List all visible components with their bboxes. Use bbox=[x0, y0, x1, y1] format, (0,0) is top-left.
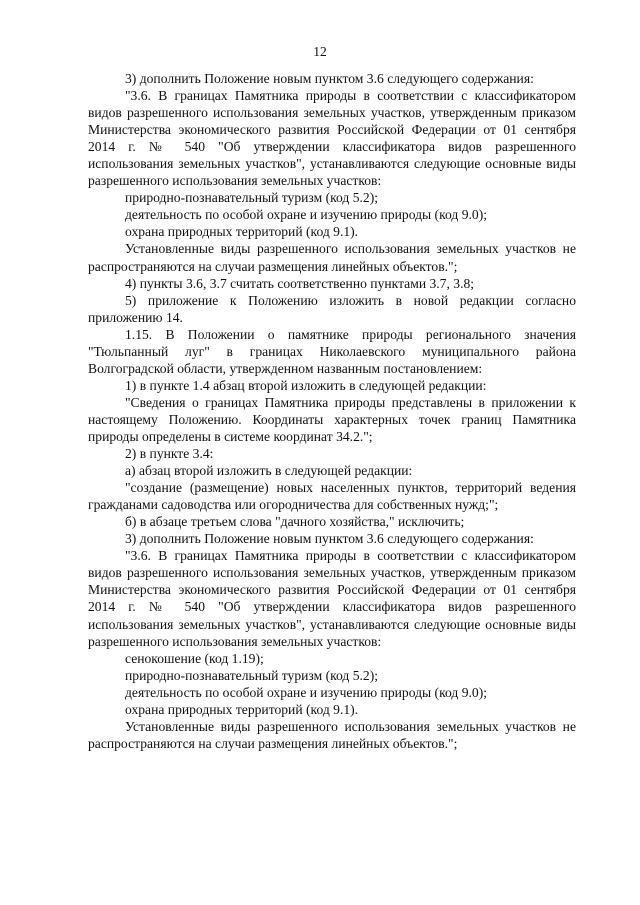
list-item-land-use: охрана природных территорий (код 9.1). bbox=[125, 701, 359, 717]
paragraph-clause-3-6-text: "3.6. В границах Памятника природы в соответствии с классификатором видов разрешенного использования земельных участков, утвержденным приказом Министерства экономического развития Российской Федерации от 01 сентября 2014 г. № 540 "Об утверждении классификатора видов разрешенного использования земельных участков", устанавливаются следующие основные виды разрешенного использования земельных участков: bbox=[88, 548, 576, 649]
list-item-land-use: охрана природных территорий (код 9.1). bbox=[125, 224, 359, 240]
paragraph-renumber-clauses: 4) пункты 3.6, 3.7 считать соответственно пунктами 3.7, 3.8; bbox=[125, 275, 475, 291]
page-number: 12 bbox=[313, 44, 327, 59]
list-item-land-use: сенокошение (код 1.19); bbox=[125, 650, 264, 666]
list-item-land-use: деятельность по особой охране и изучению природы (код 9.0); bbox=[125, 684, 488, 700]
paragraph-amendment-add-3-6: 3) дополнить Положение новым пунктом 3.6 следующего содержания: bbox=[125, 531, 534, 547]
paragraph-linear-objects-exception: Установленные виды разрешенного использования земельных участков не распространяются на случаи размещения линейных объектов."; bbox=[88, 241, 576, 274]
paragraph-appendix-14: 5) приложение к Положению изложить в новой редакции согласно приложению 14. bbox=[88, 292, 576, 325]
paragraph-clause-3-6-text: "3.6. В границах Памятника природы в соответствии с классификатором видов разрешенного использования земельных участков, утвержденным приказом Министерства экономического развития Российской Федерации от 01 сентября 2014 г. № 540 "Об утверждении классификатора видов разрешенного использования земельных участков", устанавливаются следующие основные виды разрешенного использования земельных участков: bbox=[88, 88, 576, 189]
paragraph-clause-3-4: 2) в пункте 3.4: bbox=[125, 446, 214, 462]
document-body bbox=[88, 70, 576, 752]
paragraph-clause-1-4: 1) в пункте 1.4 абзац второй изложить в следующей редакции: bbox=[125, 377, 487, 393]
paragraph-new-settlements: "создание (размещение) новых населенных пунктов, территорий ведения гражданами садоводства или огородничества для собственных нужд;"; bbox=[88, 480, 576, 513]
paragraph-section-1-15: 1.15. В Положении о памятнике природы регионального значения "Тюльпанный луг" в границах Николаевского муниципального района Волгоградской области, утвержденном названным постановлением: bbox=[88, 326, 576, 376]
list-item-land-use: деятельность по особой охране и изучению природы (код 9.0); bbox=[125, 207, 488, 223]
paragraph-amendment-add-3-6: 3) дополнить Положение новым пунктом 3.6 следующего содержания: bbox=[125, 71, 534, 86]
list-item-land-use: природно-познавательный туризм (код 5.2); bbox=[125, 667, 379, 683]
paragraph-boundaries-info: "Сведения о границах Памятника природы представлены в приложении к настоящему Положению. Координаты характерных точек границ Памятника природы определены в системе координат 34.2."; bbox=[88, 394, 576, 444]
paragraph-subclause-b: б) в абзаце третьем слова "дачного хозяйства," исключить; bbox=[125, 514, 465, 530]
paragraph-subclause-a: а) абзац второй изложить в следующей редакции: bbox=[125, 463, 413, 479]
list-item-land-use: природно-познавательный туризм (код 5.2); bbox=[125, 190, 379, 206]
paragraph-linear-objects-exception: Установленные виды разрешенного использования земельных участков не распространяются на случаи размещения линейных объектов."; bbox=[88, 718, 576, 751]
